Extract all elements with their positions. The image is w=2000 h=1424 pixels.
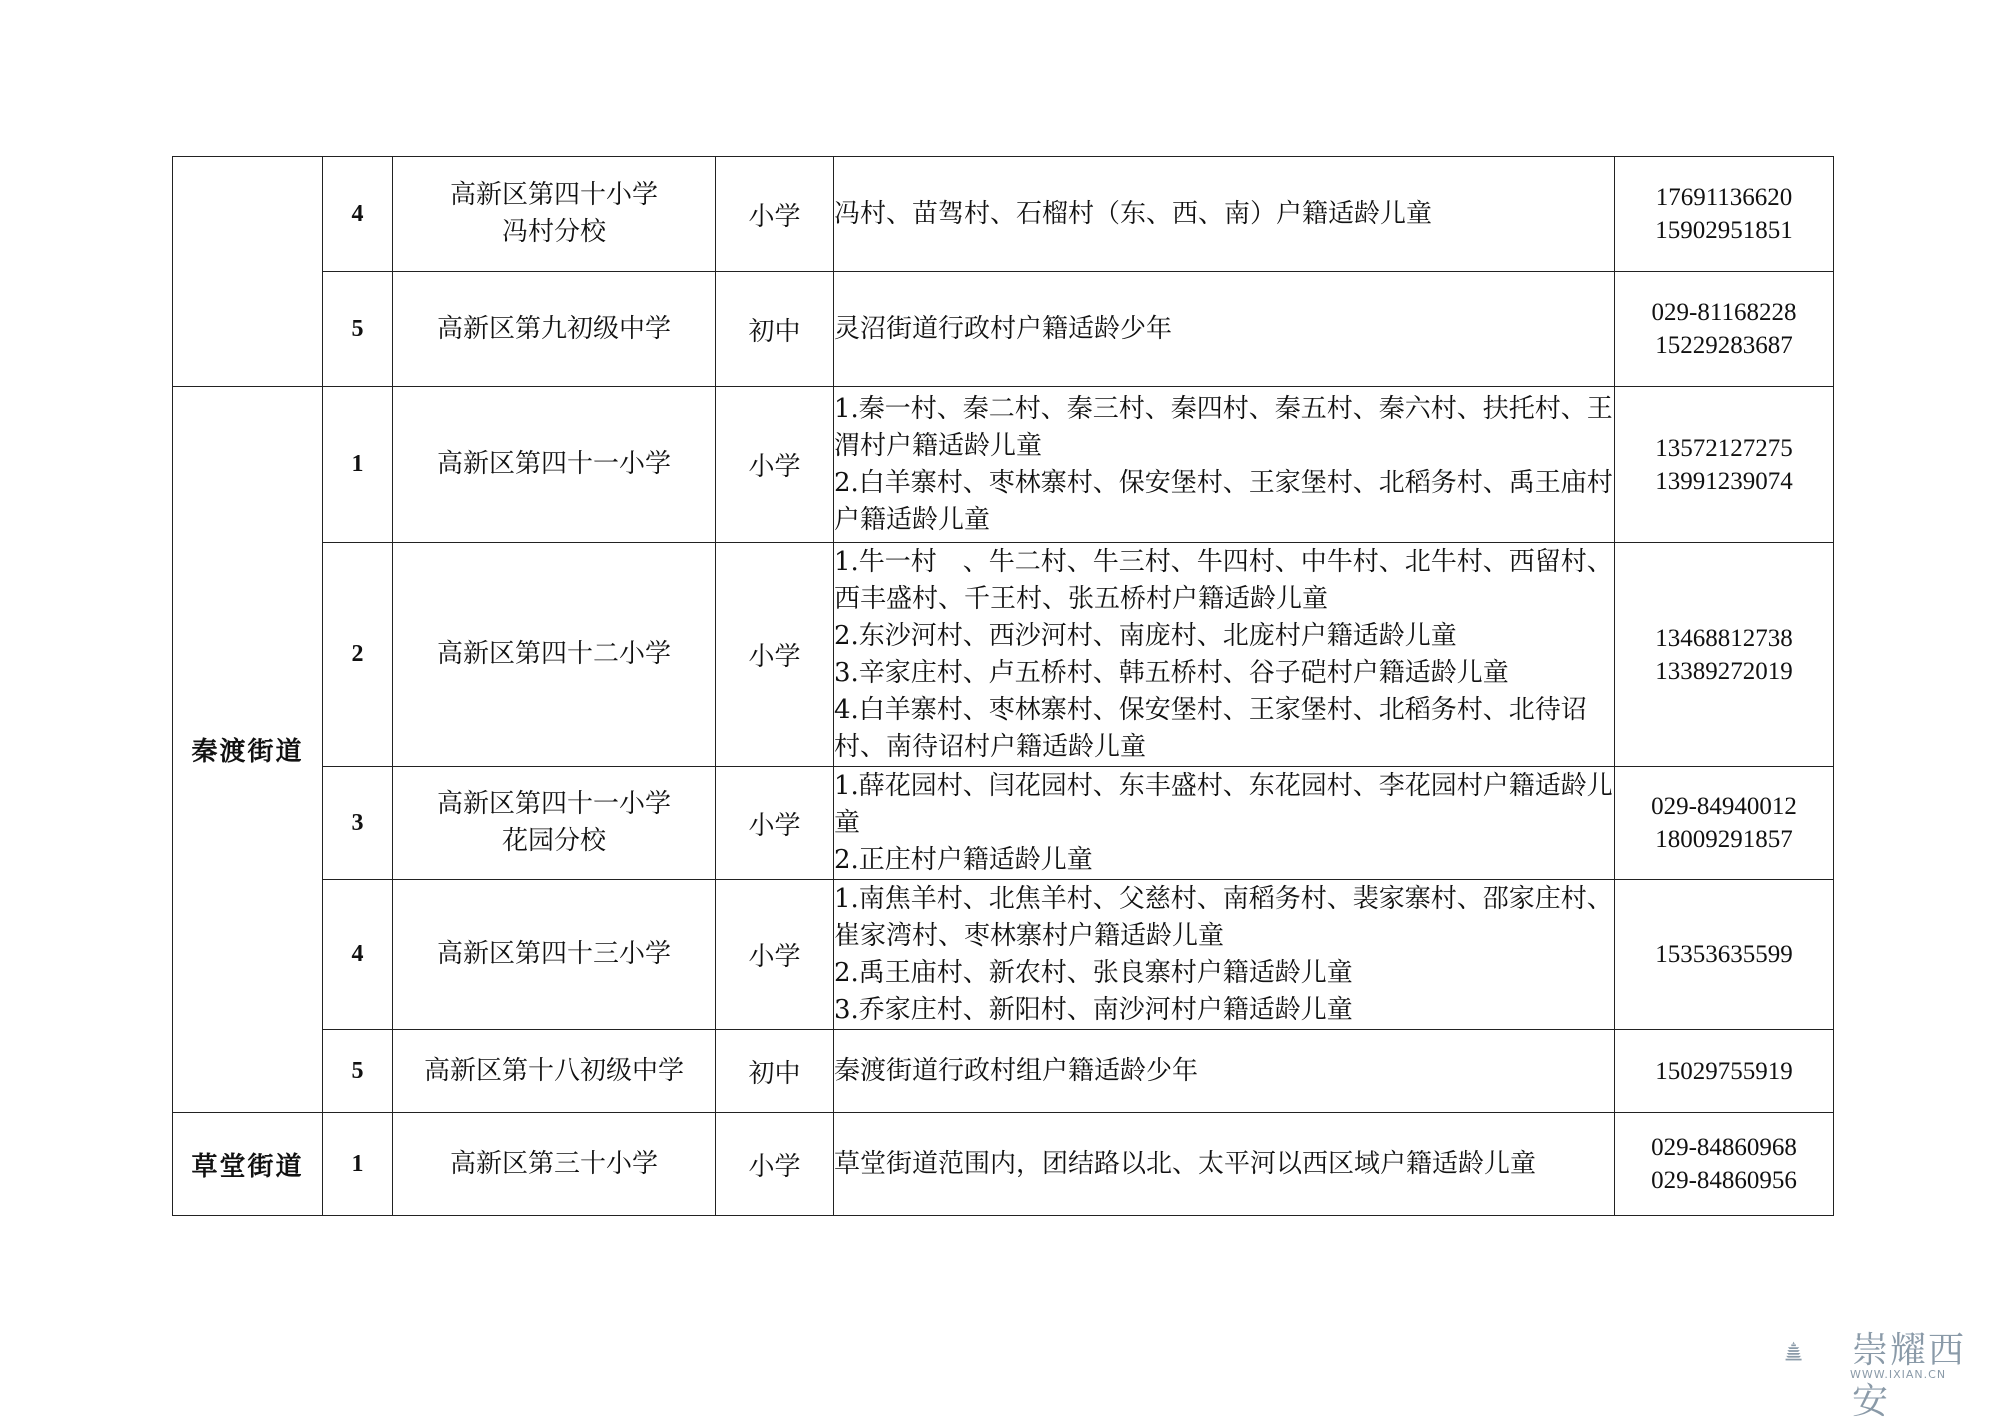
- school-name: 高新区第四十三小学: [393, 880, 716, 1030]
- school-district-table: [172, 156, 1834, 1216]
- school-level: 初中: [716, 272, 834, 387]
- school-name: 高新区第十八初级中学: [393, 1030, 716, 1113]
- enrollment-scope: 1.牛一村 、牛二村、牛三村、牛四村、中牛村、北牛村、西留村、西丰盛村、千王村、张五桥村户籍适龄儿童 2.东沙河村、西沙河村、南庞村、北庞村户籍适龄儿童 3.辛家庄村、卢五桥村、韩五桥村、谷子硙村户籍适龄儿童 4.白羊寨村、枣林寨村、保安堡村、王家堡村、北稻务村、北待诏村、南待诏村户籍适龄儿童: [834, 543, 1615, 767]
- row-number: 1: [323, 1113, 393, 1216]
- contact-phone: 15353635599: [1615, 880, 1834, 1030]
- school-name: 高新区第四十一小学: [393, 387, 716, 543]
- logo-url: WWW.IXIAN.CN: [1850, 1368, 1947, 1381]
- contact-phone: 13468812738 13389272019: [1615, 543, 1834, 767]
- school-name: 高新区第四十小学 冯村分校: [393, 157, 716, 272]
- enrollment-scope: 1.薛花园村、闫花园村、东丰盛村、东花园村、李花园村户籍适龄儿童 2.正庄村户籍适龄儿童: [834, 767, 1615, 880]
- enrollment-scope: 灵沼街道行政村户籍适龄少年: [834, 272, 1615, 387]
- table-row: [173, 157, 1834, 272]
- contact-phone: 17691136620 15902951851: [1615, 157, 1834, 272]
- contact-phone: 15029755919: [1615, 1030, 1834, 1113]
- enrollment-scope: 1.秦一村、秦二村、秦三村、秦四村、秦五村、秦六村、扶托村、王渭村户籍适龄儿童 2.白羊寨村、枣林寨村、保安堡村、王家堡村、北稻务村、禹王庙村户籍适龄儿童: [834, 387, 1615, 543]
- row-number: 2: [323, 543, 393, 767]
- table-row: [173, 272, 1834, 387]
- school-level: 小学: [716, 543, 834, 767]
- school-level: 小学: [716, 387, 834, 543]
- contact-phone: 029-84940012 18009291857: [1615, 767, 1834, 880]
- school-name: 高新区第九初级中学: [393, 272, 716, 387]
- table-row: [173, 1030, 1834, 1113]
- row-number: 1: [323, 387, 393, 543]
- pagoda-icon: [1785, 1316, 1845, 1386]
- table-row: [173, 880, 1834, 1030]
- district-cell: [173, 157, 323, 387]
- enrollment-scope: 冯村、苗驾村、石榴村（东、西、南）户籍适龄儿童: [834, 157, 1615, 272]
- contact-phone: 029-84860968 029-84860956: [1615, 1113, 1834, 1216]
- school-name: 高新区第三十小学: [393, 1113, 716, 1216]
- contact-phone: 029-81168228 15229283687: [1615, 272, 1834, 387]
- school-level: 初中: [716, 1030, 834, 1113]
- school-level: 小学: [716, 880, 834, 1030]
- row-number: 5: [323, 1030, 393, 1113]
- contact-phone: 13572127275 13991239074: [1615, 387, 1834, 543]
- table-row: [173, 767, 1834, 880]
- district-cell: 草堂街道: [173, 1113, 323, 1216]
- row-number: 5: [323, 272, 393, 387]
- enrollment-scope: 1.南焦羊村、北焦羊村、父慈村、南稻务村、裴家寨村、邵家庄村、崔家湾村、枣林寨村户籍适龄儿童 2.禹王庙村、新农村、张良寨村户籍适龄儿童 3.乔家庄村、新阳村、南沙河村户籍适龄儿童: [834, 880, 1615, 1030]
- school-level: 小学: [716, 767, 834, 880]
- district-cell: 秦渡街道: [173, 387, 323, 1113]
- table-row: [173, 1113, 1834, 1216]
- table-row: [173, 387, 1834, 543]
- school-name: 高新区第四十一小学 花园分校: [393, 767, 716, 880]
- row-number: 4: [323, 157, 393, 272]
- table-row: [173, 543, 1834, 767]
- school-level: 小学: [716, 1113, 834, 1216]
- school-level: 小学: [716, 157, 834, 272]
- enrollment-scope: 秦渡街道行政村组户籍适龄少年: [834, 1030, 1615, 1113]
- row-number: 4: [323, 880, 393, 1030]
- logo-name: 崇耀西安: [1852, 1330, 1967, 1422]
- school-name: 高新区第四十二小学: [393, 543, 716, 767]
- enrollment-scope: 草堂街道范围内，团结路以北、太平河以西区域户籍适龄儿童: [834, 1113, 1615, 1216]
- row-number: 3: [323, 767, 393, 880]
